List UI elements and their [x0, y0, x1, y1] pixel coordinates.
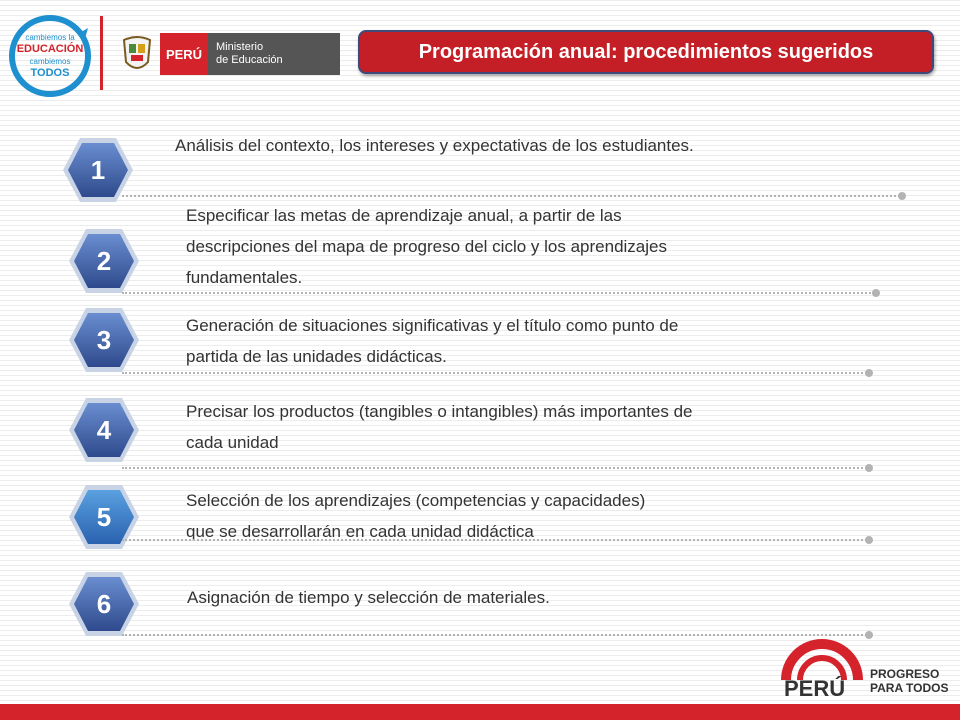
- step-5-line-2: que se desarrollarán en cada unidad didáctica: [186, 522, 534, 541]
- step-5-line-1: Selección de los aprendizajes (competencias y capacidades): [186, 491, 646, 510]
- badge-line-2: EDUCACIÓN: [16, 43, 84, 55]
- footer-bar: [0, 704, 960, 720]
- step-1-number: 1: [90, 154, 106, 185]
- step-4-text: [186, 396, 692, 458]
- step-4-line-1: Precisar los productos (tangibles o intangibles) más importantes de: [186, 402, 693, 421]
- step-2-number: 2: [96, 245, 112, 276]
- title-banner: [358, 30, 934, 74]
- step-3-number: 3: [96, 324, 112, 355]
- ministry-name: [208, 33, 340, 75]
- step-6-divider: [122, 634, 867, 636]
- ministry-country: PERÚ: [160, 33, 208, 75]
- ministry-name-line-1: Ministerio: [216, 41, 264, 53]
- step-2-line-1: Especificar las metas de aprendizaje anual, a partir de las: [186, 206, 622, 225]
- step-6-badge: [68, 570, 140, 638]
- step-5-number: 5: [96, 501, 112, 532]
- step-2-line-2: descripciones del mapa de progreso del ciclo y los aprendizajes: [186, 237, 667, 256]
- step-3-text: [186, 310, 678, 372]
- step-1-text: [175, 130, 694, 161]
- peru-coat-of-arms-icon: [120, 34, 154, 74]
- step-1-line-1: Análisis del contexto, los intereses y expectativas de los estudiantes.: [175, 136, 694, 155]
- cambiemos-educacion-logo: [8, 14, 92, 98]
- step-1-badge: [62, 136, 134, 204]
- step-3-line-2: partida de las unidades didácticas.: [186, 347, 447, 366]
- footer-logo-word: PERÚ: [784, 676, 846, 700]
- step-3-divider: [122, 372, 867, 374]
- step-6-text: [187, 582, 550, 613]
- step-4-line-2: cada unidad: [186, 433, 279, 452]
- step-6-line-1: Asignación de tiempo y selección de materiales.: [187, 588, 550, 607]
- step-2-line-3: fundamentales.: [186, 268, 303, 287]
- step-2-badge: [68, 227, 140, 295]
- header-divider: [100, 16, 103, 90]
- step-1-divider: [122, 195, 900, 197]
- page-title: Programación anual: procedimientos sugeridos: [418, 40, 874, 63]
- step-2-text: [186, 200, 667, 293]
- step-4-number: 4: [96, 414, 112, 445]
- step-6-number: 6: [96, 588, 112, 619]
- step-2-divider: [122, 292, 874, 294]
- step-5-text: [186, 485, 645, 547]
- peru-progreso-logo: [778, 626, 958, 700]
- step-3-badge: [68, 306, 140, 374]
- badge-line-3: cambiemos: [29, 57, 71, 66]
- badge-line-1: cambiemos la: [25, 33, 75, 42]
- ministry-logo: [160, 33, 340, 75]
- footer-tagline-2: PARA TODOS: [870, 681, 949, 695]
- step-3-line-1: Generación de situaciones significativas y el título como punto de: [186, 316, 679, 335]
- step-4-badge: [68, 396, 140, 464]
- footer-tagline-1: PROGRESO: [870, 667, 940, 681]
- step-4-divider: [122, 467, 867, 469]
- step-5-divider: [122, 539, 867, 541]
- ministry-name-line-2: de Educación: [216, 54, 283, 66]
- badge-line-4: TODOS: [30, 67, 70, 79]
